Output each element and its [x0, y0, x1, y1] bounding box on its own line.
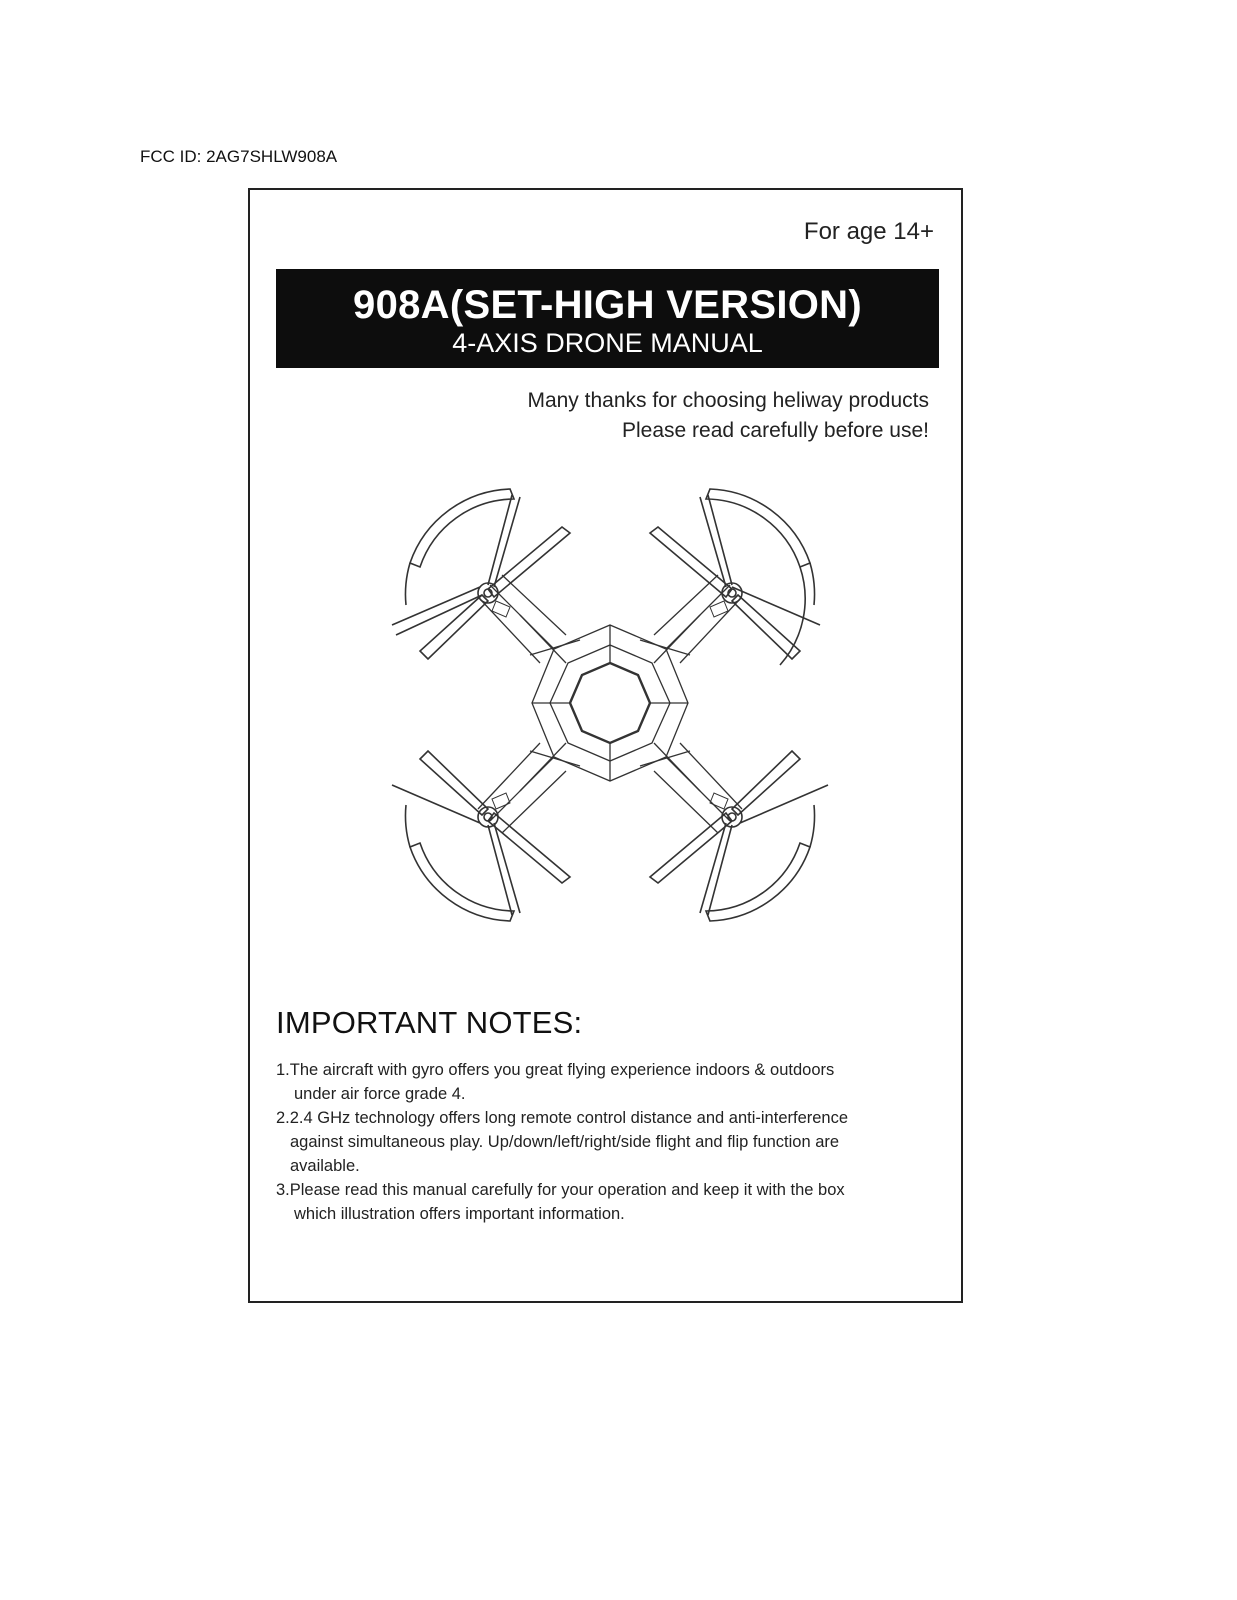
title-banner [276, 269, 939, 368]
note-item-1 [276, 1058, 946, 1106]
rotor-bottom-right [650, 751, 828, 921]
note-1-line-2: under air force grade 4. [294, 1085, 466, 1103]
manual-cover [248, 188, 963, 1303]
notes-list [276, 1058, 946, 1226]
quadcopter-drone-illustration-icon [370, 475, 850, 960]
fcc-id: FCC ID: 2AG7SHLW908A [140, 147, 338, 166]
title-sub: 4-AXIS DRONE MANUAL [452, 328, 763, 358]
title-main: 908A(SET-HIGH VERSION) [353, 283, 862, 327]
note-item-2 [276, 1106, 946, 1178]
age-rating: For age 14+ [803, 218, 934, 245]
note-2-line-3: available. [290, 1157, 360, 1175]
note-2-line-1: 2.2.4 GHz technology offers long remote control distance and anti-interference [276, 1109, 849, 1127]
note-2-line-2: against simultaneous play. Up/down/left/right/side flight and flip function are [290, 1133, 840, 1151]
drone-body [478, 575, 742, 833]
thanks-line-2: Please read carefully before use! [621, 419, 929, 442]
note-1-line-1: 1.The aircraft with gyro offers you great flying experience indoors & outdoors [276, 1061, 835, 1079]
note-3-line-2: which illustration offers important information. [294, 1205, 625, 1223]
note-3-line-1: 3.Please read this manual carefully for your operation and keep it with the box [276, 1181, 845, 1199]
note-item-3 [276, 1178, 946, 1226]
rotor-bottom-left [392, 751, 570, 921]
thanks-line-1: Many thanks for choosing heliway products [527, 389, 929, 412]
rotor-top-left [392, 489, 570, 659]
thanks-message [527, 386, 929, 446]
notes-heading: IMPORTANT NOTES: [276, 1005, 583, 1040]
